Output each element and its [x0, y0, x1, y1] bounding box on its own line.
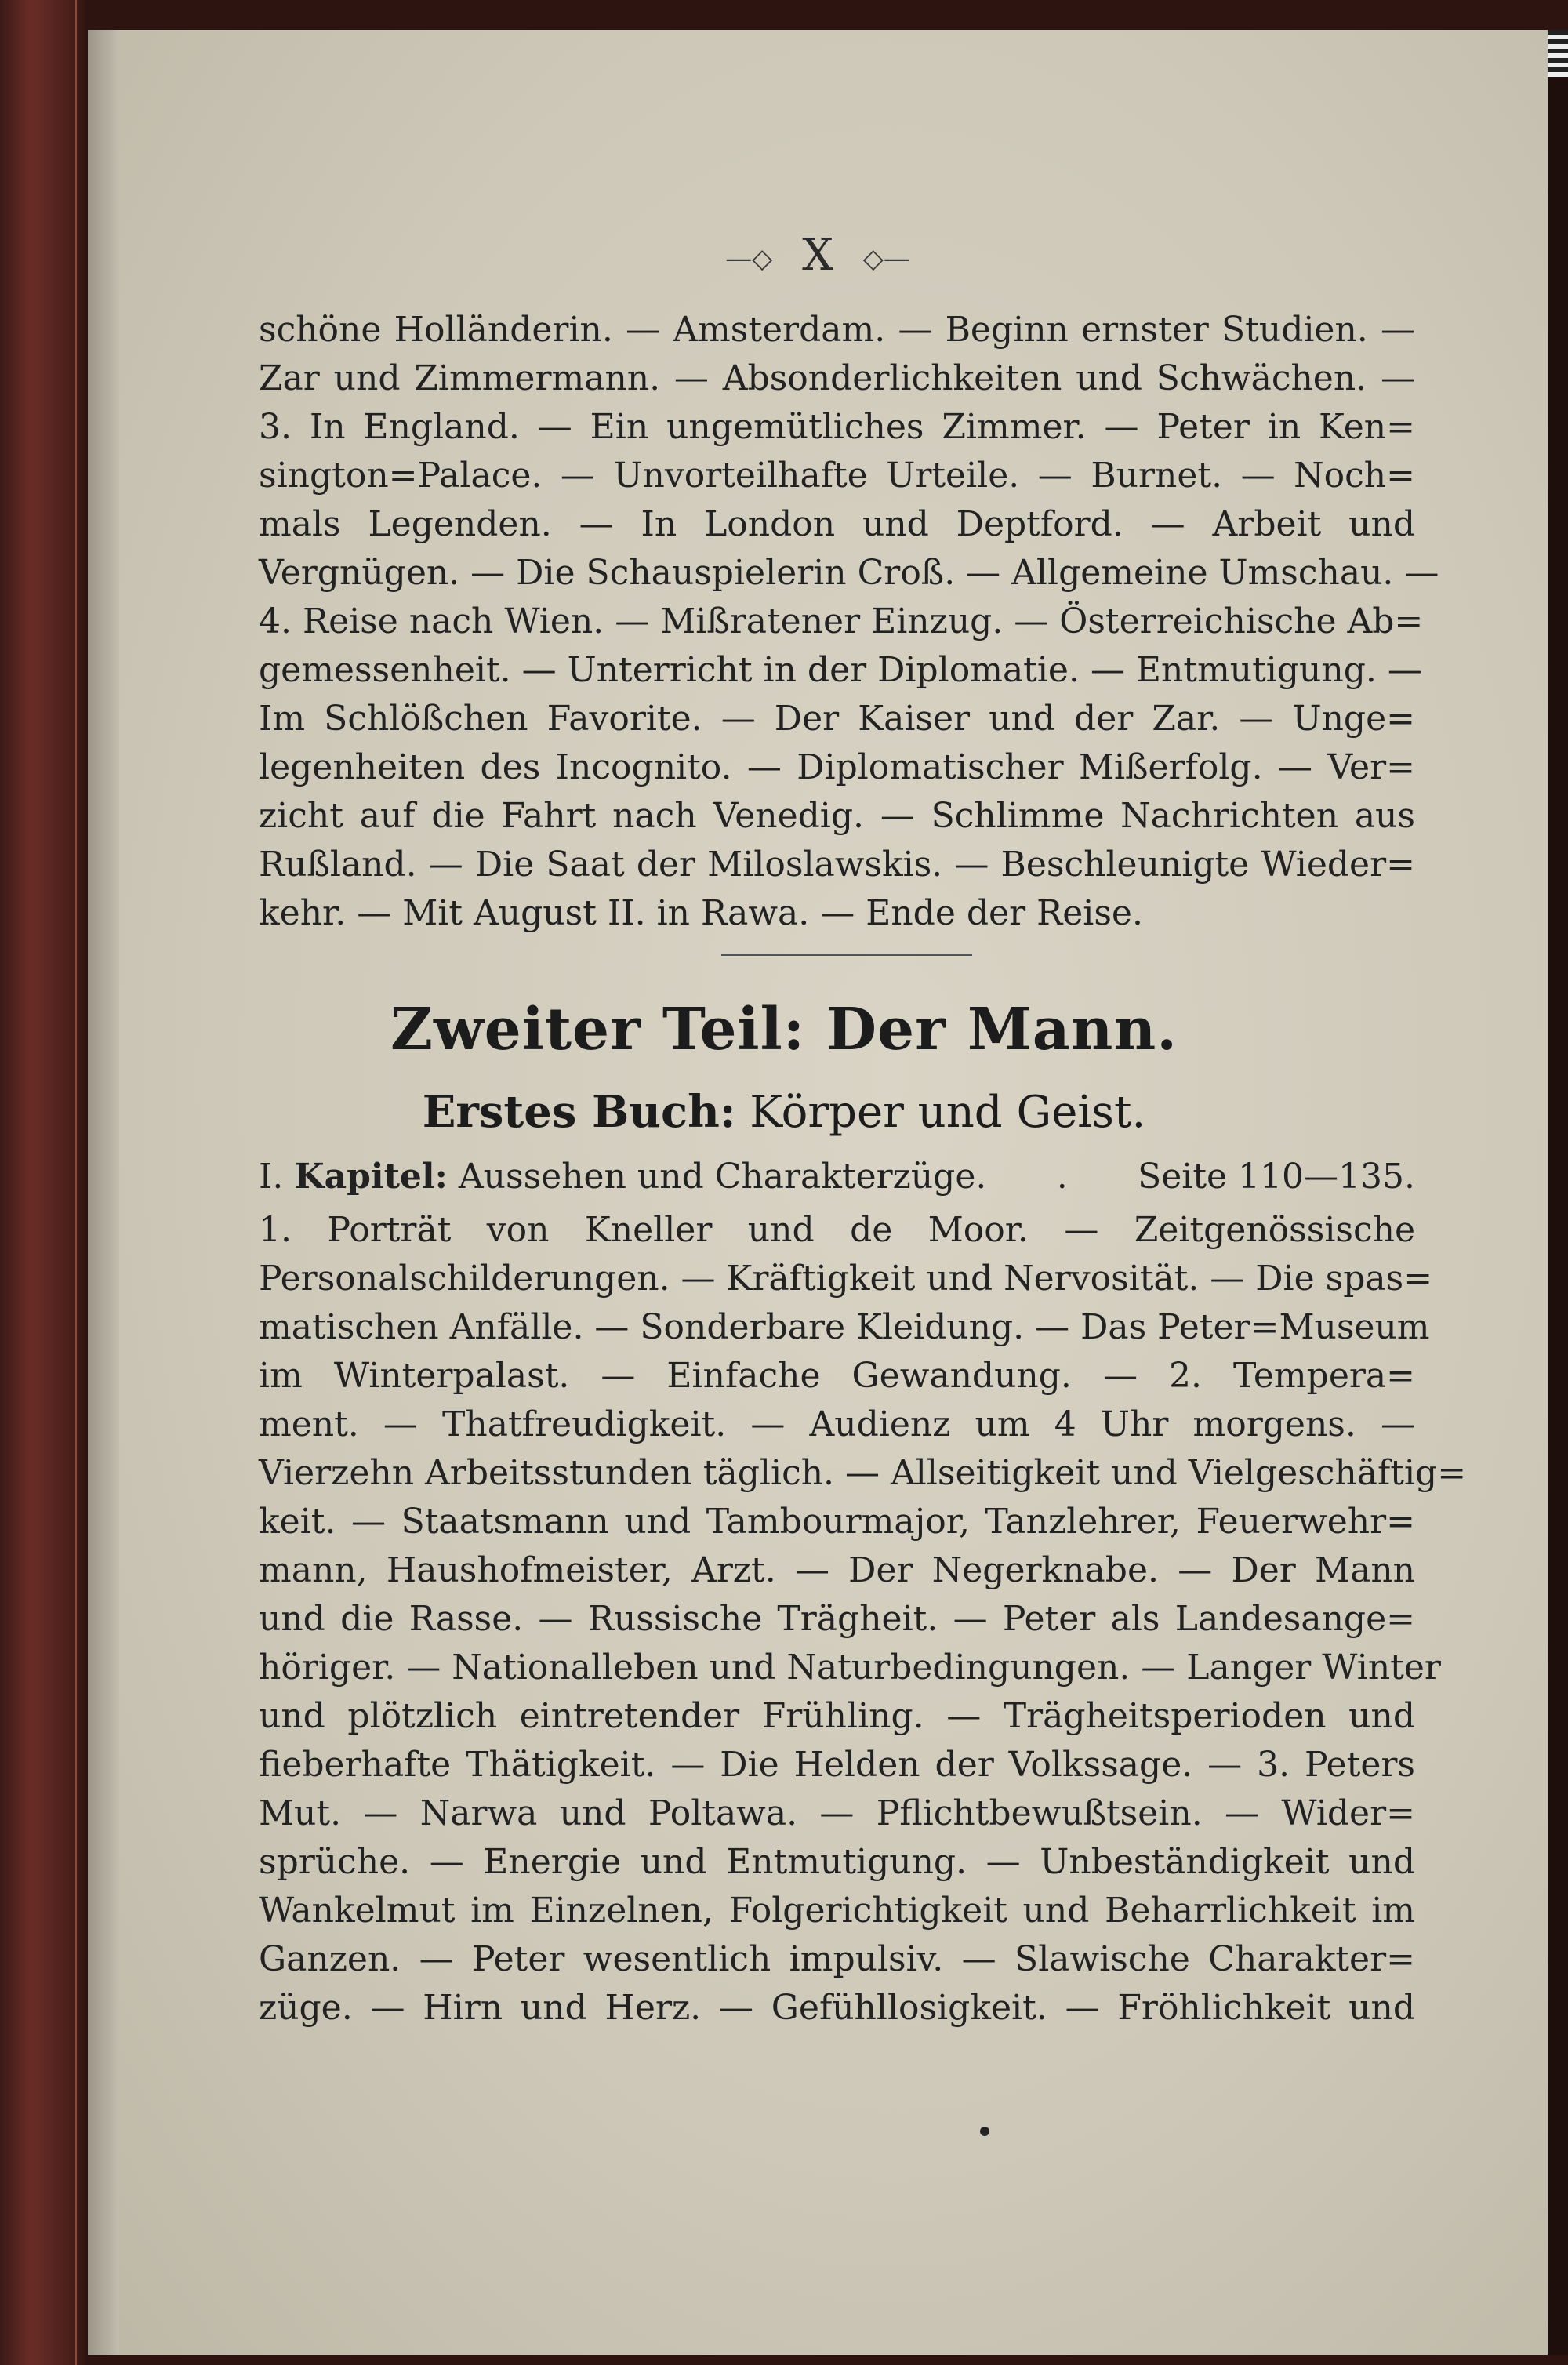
- text-line: Mut. — Narwa und Poltawa. — Pflichtbewußtsein. — Wider=: [259, 1793, 1415, 1833]
- text-line: ment. — Thatfreudigkeit. — Audienz um 4 Uhr morgens. —: [259, 1404, 1415, 1444]
- text-line: matischen Anfälle. — Sonderbare Kleidung. — Das Peter=Museum: [259, 1307, 1430, 1347]
- text-line: fieberhafte Thätigkeit. — Die Helden der Volkssage. — 3. Peters: [259, 1745, 1415, 1785]
- binding-edge-line: [75, 0, 77, 2365]
- chapter-kapitel: Kapitel:: [294, 1157, 448, 1197]
- page-header: [88, 230, 1548, 281]
- text-line: 1. Porträt von Kneller und de Moor. — Zeitgenössische: [259, 1210, 1415, 1250]
- text-line: kehr. — Mit August II. in Rawa. — Ende der Reise.: [259, 893, 1143, 933]
- chapter-number: I.: [259, 1157, 284, 1197]
- page-gutter: [88, 30, 119, 2355]
- text-line: zicht auf die Fahrt nach Venedig. — Schlimme Nachrichten aus: [259, 796, 1415, 836]
- chapter-heading: [259, 1153, 1415, 1201]
- ink-speck: [980, 2127, 989, 2136]
- section-divider: [721, 954, 972, 956]
- text-line: sington=Palace. — Unvorteilhafte Urteile. — Burnet. — Noch=: [259, 456, 1415, 496]
- chapter-paragraph: [259, 1206, 1467, 2033]
- text-line: legenheiten des Incognito. — Diplomatischer Mißerfolg. — Ver=: [259, 747, 1415, 787]
- text-line: im Winterpalast. — Einfache Gewandung. — 2. Tempera=: [259, 1356, 1415, 1396]
- chapter-pages: Seite 110—135.: [1138, 1157, 1415, 1197]
- page-right-edge: [1548, 30, 1568, 2355]
- text-line: keit. — Staatsmann und Tambourmajor, Tanzlehrer, Feuerwehr=: [259, 1502, 1415, 1542]
- chapter-dot: .: [1056, 1157, 1068, 1197]
- ornament-right: ◇—: [862, 242, 910, 274]
- book-title: [0, 1086, 1568, 1138]
- text-line: mann, Haushofmeister, Arzt. — Der Negerknabe. — Der Mann: [259, 1550, 1415, 1590]
- text-line: Wankelmut im Einzelnen, Folgerichtigkeit und Beharrlichkeit im: [259, 1891, 1415, 1931]
- text-line: und plötzlich eintretender Frühling. — Trägheitsperioden und: [259, 1696, 1415, 1736]
- text-line: Zar und Zimmermann. — Absonderlichkeiten und Schwächen. —: [259, 358, 1415, 398]
- top-paragraph: [259, 306, 1439, 938]
- text-line: Im Schlößchen Favorite. — Der Kaiser und der Zar. — Unge=: [259, 699, 1415, 739]
- book-title-prefix: Erstes Buch:: [422, 1086, 736, 1138]
- text-line: 3. In England. — Ein ungemütliches Zimmer. — Peter in Ken=: [259, 407, 1415, 447]
- chapter-title: Aussehen und Charakterzüge.: [458, 1157, 987, 1197]
- text-line: 4. Reise nach Wien. — Mißratener Einzug. — Österreichische Ab=: [259, 601, 1424, 641]
- page-number: X: [802, 230, 833, 281]
- text-line: Vergnügen. — Die Schauspielerin Croß. — Allgemeine Umschau. —: [259, 553, 1439, 593]
- scan-calibration-mark: [1548, 30, 1568, 77]
- text-line: gemessenheit. — Unterricht in der Diplomatie. — Entmutigung. —: [259, 650, 1422, 690]
- book-title-rest: Körper und Geist.: [750, 1087, 1146, 1138]
- text-line: züge. — Hirn und Herz. — Gefühllosigkeit. — Fröhlichkeit und: [259, 1988, 1415, 2028]
- text-line: Vierzehn Arbeitsstunden täglich. — Allseitigkeit und Vielgeschäftig=: [259, 1453, 1467, 1493]
- text-line: Ganzen. — Peter wesentlich impulsiv. — Slawische Charakter=: [259, 1939, 1415, 1979]
- text-line: sprüche. — Energie und Entmutigung. — Unbeständigkeit und: [259, 1842, 1415, 1882]
- text-line: mals Legenden. — In London und Deptford. — Arbeit und: [259, 504, 1415, 544]
- text-line: höriger. — Nationalleben und Naturbedingungen. — Langer Winter: [259, 1648, 1441, 1687]
- text-line: und die Rasse. — Russische Trägheit. — Peter als Landesange=: [259, 1599, 1415, 1639]
- text-line: schöne Holländerin. — Amsterdam. — Beginn ernster Studien. —: [259, 310, 1415, 350]
- chapter-label: [259, 1153, 986, 1201]
- text-line: Personalschilderungen. — Kräftigkeit und Nervosität. — Die spas=: [259, 1259, 1433, 1299]
- part-title: Zweiter Teil: Der Mann.: [390, 996, 1178, 1063]
- ornament-left: —◇: [725, 242, 773, 274]
- text-line: Rußland. — Die Saat der Miloslawskis. — Beschleunigte Wieder=: [259, 845, 1415, 885]
